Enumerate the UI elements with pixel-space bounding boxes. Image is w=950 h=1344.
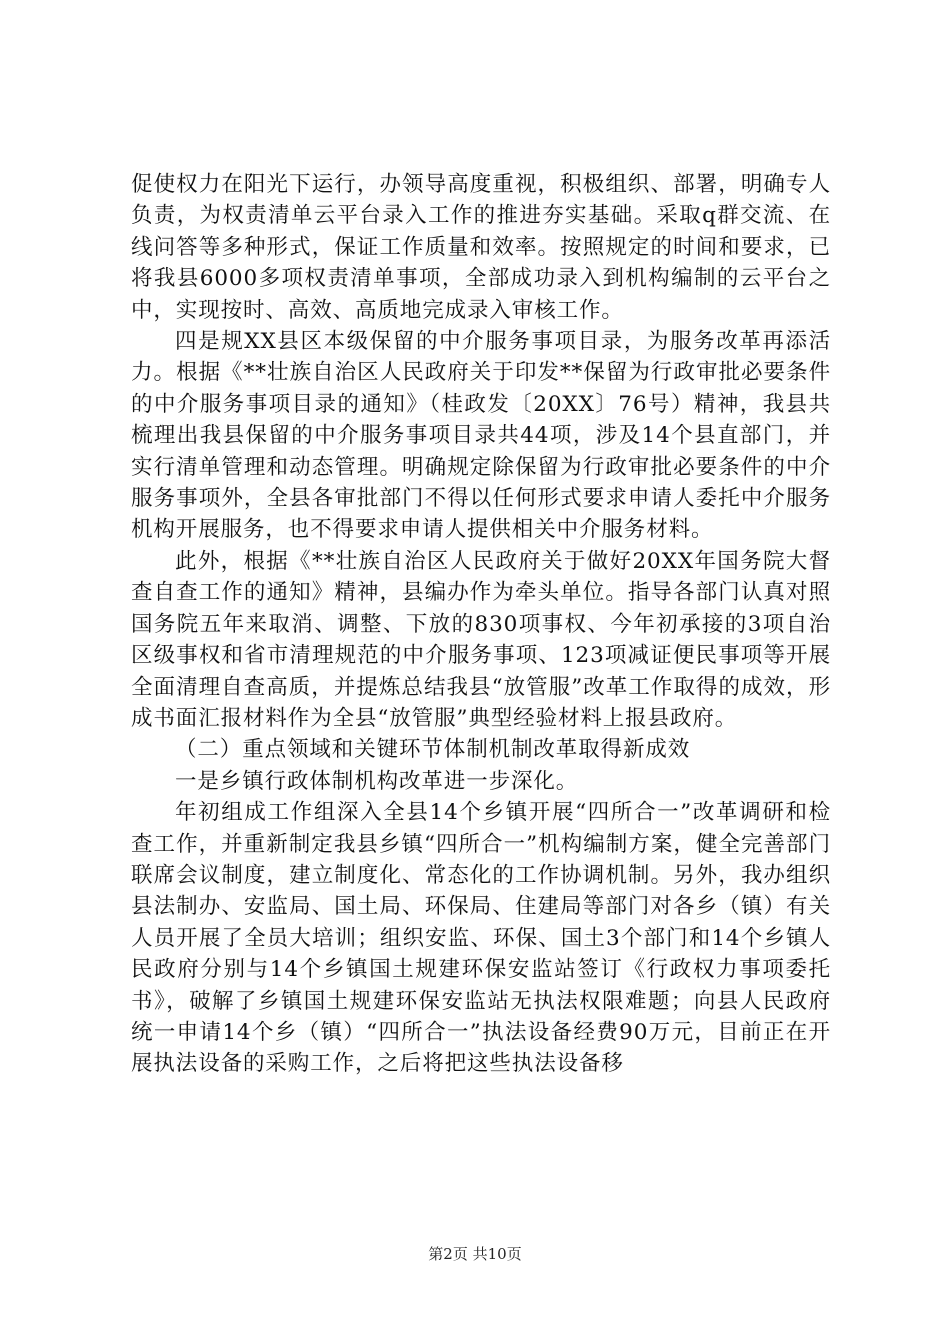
paragraph-township-reform: 年初组成工作组深入全县14个乡镇开展“四所合一”改革调研和检查工作，并重新制定我县乡镇“四所合一”机构编制方案，健全完善部门联席会议制度，建立制度化、常态化的工作协调机制。另外，我办组织县法制办、安监局、国土局、环保局、住建局等部门对各乡（镇）有关人员开展了全员大培训；组织安监、环保、国土3个部门和14个乡镇人民政府分别与14个乡镇国土规建环保安监站签订《行政权力事项委托书》，破解了乡镇国土规建环保安监站无执法权限难题；向县人民政府统一申请14个乡（镇）“四所合一”执法设备经费90万元，目前正在开展执法设备的采购工作，之后将把这些执法设备移 <box>131 800 831 1077</box>
subsection-heading: 一是乡镇行政体制机构改革进一步深化。 <box>175 768 579 794</box>
paragraph-continuation: 促使权力在阳光下运行，办领导高度重视，积极组织、部署，明确专人负责，为权责清单云平台录入工作的推进夯实基础。采取q群交流、在线问答等多种形式，保证工作质量和效率。按照规定的时间和要求，已将我县6000多项权责清单事项，全部成功录入到机构编制的云平台之中，实现按时、高效、高质地完成录入审核工作。 <box>131 172 831 323</box>
section-heading: （二）重点领域和关键环节体制机制改革取得新成效 <box>175 737 691 763</box>
paragraph-intermediary-catalog: 四是规XX县区本级保留的中介服务事项目录，为服务改革再添活力。根据《**壮族自治区人民政府关于印发**保留为行政审批必要条件的中介服务事项目录的通知》（桂政发〔20XX〕76号）精神，我县共梳理出我县保留的中介服务事项目录共44项，涉及14个县直部门，并实行清单管理和动态管理。明确规定除保留为行政审批必要条件的中介服务事项外，全县各审批部门不得以任何形式要求申请人委托中介服务机构开展服务，也不得要求申请人提供相关中介服务材料。 <box>131 329 831 543</box>
document-body <box>131 169 831 1080</box>
page-number-footer: 第2页 共10页 <box>428 1245 522 1263</box>
paragraph-state-council-inspection: 此外，根据《**壮族自治区人民政府关于做好20XX年国务院大督查自查工作的通知》精神，县编办作为牵头单位。指导各部门认真对照国务院五年来取消、调整、下放的830项事权、今年初承接的3项自治区级事权和省市清理规范的中介服务事项、123项减证便民事项等开展全面清理自查高质，并提炼总结我县“放管服”改革工作取得的成效，形成书面汇报材料作为全县“放管服”典型经验材料上报县政府。 <box>131 548 831 731</box>
